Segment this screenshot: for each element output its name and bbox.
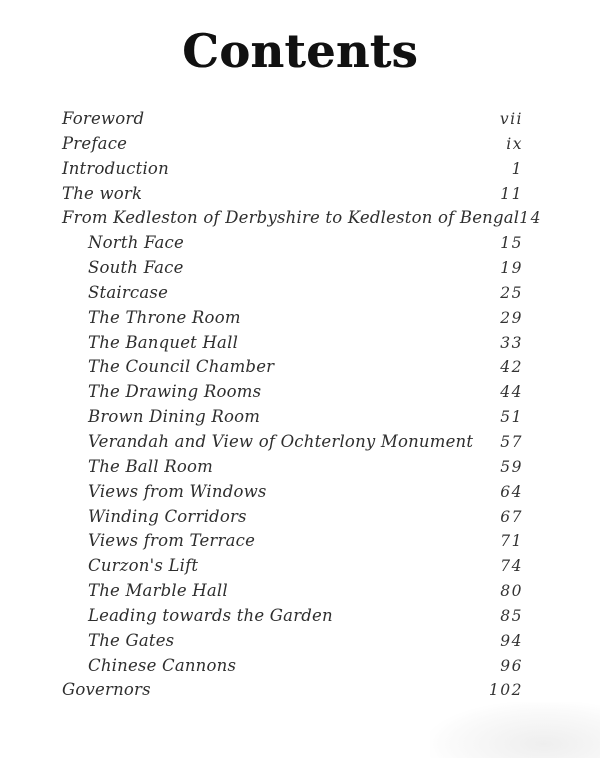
toc-list	[62, 109, 543, 705]
toc-entry-label: Foreword	[62, 109, 145, 128]
toc-entry-page: 57	[500, 432, 523, 451]
toc-entry-label: The Council Chamber	[88, 357, 275, 377]
toc-entry-label: South Face	[88, 258, 184, 278]
toc-entry-page: 59	[500, 457, 523, 476]
toc-entry-label: The Throne Room	[88, 307, 241, 327]
toc-entry-page: 71	[500, 532, 523, 551]
toc-entry	[62, 109, 523, 134]
toc-entry-page: 15	[500, 234, 523, 253]
toc-entry	[62, 680, 523, 705]
toc-entry-page: 1	[511, 159, 523, 178]
toc-entry	[62, 208, 543, 233]
scan-smudge-artifact	[430, 702, 600, 758]
toc-entry-page: 42	[500, 358, 523, 377]
toc-entry	[62, 507, 523, 532]
toc-entry-page: 102	[488, 681, 523, 700]
toc-entry	[62, 407, 523, 432]
toc-entry	[62, 184, 523, 209]
toc-entry	[62, 656, 523, 681]
toc-entry	[62, 258, 523, 283]
toc-entry-label: Views from Terrace	[88, 531, 256, 551]
toc-entry	[62, 606, 523, 631]
toc-entry-label: Introduction	[62, 158, 169, 178]
toc-entry	[62, 457, 523, 482]
toc-entry-page: 29	[500, 308, 523, 327]
toc-entry	[62, 333, 523, 358]
toc-entry	[62, 531, 523, 556]
toc-entry-label: The Banquet Hall	[88, 332, 239, 352]
toc-entry-label: Views from Windows	[88, 481, 267, 501]
toc-entry	[62, 233, 523, 258]
toc-entry-label: Preface	[62, 133, 128, 153]
toc-entry-page: 25	[500, 283, 523, 302]
toc-entry-label: From Kedleston of Derbyshire to Kedleston of Bengal	[62, 208, 520, 228]
toc-entry-page: 33	[500, 333, 523, 352]
toc-entry-label: Winding Corridors	[88, 506, 247, 526]
toc-entry	[62, 159, 523, 184]
toc-entry-page: 11	[500, 184, 523, 203]
toc-entry-label: Brown Dining Room	[88, 407, 261, 427]
toc-entry-page: vii	[499, 110, 523, 128]
toc-entry-label: Leading towards the Garden	[88, 605, 333, 625]
toc-entry-page: 19	[500, 259, 523, 278]
toc-entry-label: Verandah and View of Ochterlony Monument	[88, 431, 474, 451]
toc-entry-page: 85	[500, 606, 523, 625]
toc-entry-page: 94	[500, 631, 523, 650]
page-title: Contents	[182, 24, 418, 78]
toc-entry	[62, 283, 523, 308]
toc-entry	[62, 308, 523, 333]
toc-entry	[62, 556, 523, 581]
toc-entry-label: The Drawing Rooms	[88, 382, 262, 402]
toc-entry	[62, 482, 523, 507]
toc-entry	[62, 581, 523, 606]
toc-entry-label: The Ball Room	[88, 456, 213, 476]
toc-entry-page: 44	[500, 383, 523, 402]
toc-entry-label: The Gates	[88, 630, 175, 650]
toc-entry-label: Chinese Cannons	[88, 655, 237, 675]
toc-entry-label: The work	[62, 183, 143, 203]
toc-entry-label: The Marble Hall	[88, 581, 228, 601]
toc-entry-page: 80	[500, 582, 523, 601]
toc-entry-page: 51	[500, 408, 523, 427]
toc-entry	[62, 357, 523, 382]
toc-entry-page: ix	[506, 134, 523, 153]
toc-entry-page: 67	[500, 507, 523, 526]
toc-entry-label: North Face	[88, 233, 184, 253]
toc-entry	[62, 631, 523, 656]
toc-entry-page: 74	[500, 557, 523, 576]
toc-entry-label: Curzon's Lift	[88, 556, 199, 576]
toc-entry-label: Governors	[62, 680, 151, 700]
toc-entry	[62, 432, 523, 457]
toc-entry	[62, 134, 523, 159]
toc-entry-page: 96	[500, 656, 523, 675]
toc-entry-page: 64	[500, 482, 523, 501]
toc-entry-page: 14	[519, 209, 543, 228]
toc-entry-label: Staircase	[88, 282, 169, 302]
toc-entry	[62, 382, 523, 407]
